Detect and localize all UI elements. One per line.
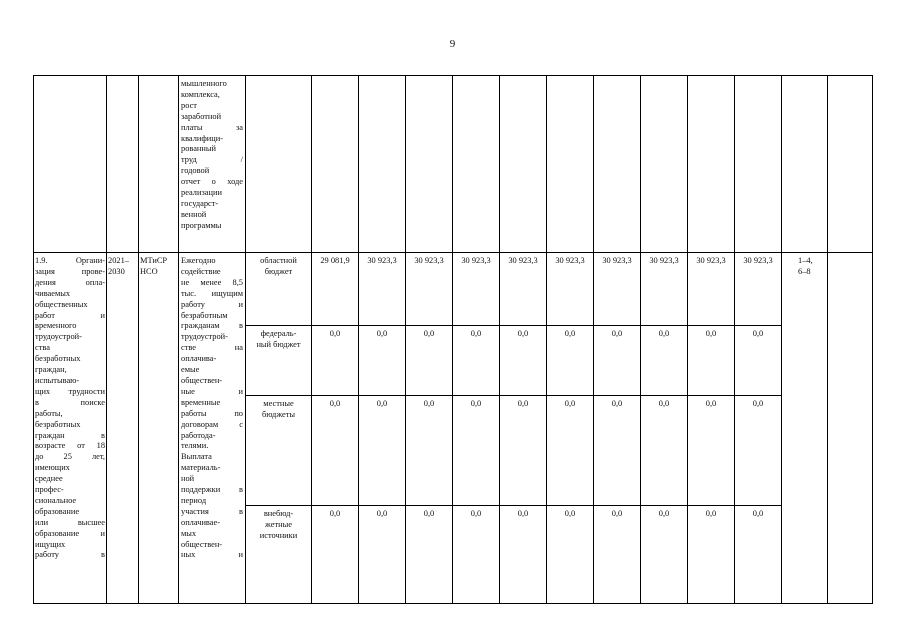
cell-line: до 25 лет, (35, 452, 105, 462)
cell-line: среднее (35, 474, 63, 484)
cell-line: местные (263, 399, 294, 408)
cell-line: работу в (35, 550, 105, 560)
value-cell: 0,0 (329, 399, 341, 408)
cell-line: граждан, (35, 365, 67, 375)
value-cell: 30 923,3 (743, 256, 773, 265)
value-cell: 0,0 (470, 399, 482, 408)
cell-line: мых (181, 528, 197, 538)
value-cell: 0,0 (423, 509, 435, 518)
cell-line: тыс. ищущим (181, 288, 243, 298)
cell-line: реализации (181, 188, 222, 198)
value-cell: 0,0 (658, 399, 670, 408)
source-label-federal (246, 329, 311, 351)
value-cell: 0,0 (705, 399, 717, 408)
cell-line: НСО (140, 266, 158, 276)
cell-line: чиваемых (35, 288, 71, 298)
cell-line: имеющих (35, 463, 70, 473)
value-cell: 0,0 (517, 329, 529, 338)
cell-line: источники (259, 530, 298, 540)
cell-line: телями. (181, 441, 209, 451)
value-cell: 29 081,9 (320, 256, 350, 265)
cell-line: емые (181, 365, 200, 375)
cell-line: работ и (35, 310, 105, 320)
cell-line: Ежегодно (181, 256, 216, 265)
cell-line: образование и (35, 528, 105, 538)
cell-line: стве на (181, 343, 243, 353)
period-cell (108, 256, 138, 278)
cell-line: бюджет (264, 266, 293, 276)
value-cell: 0,0 (376, 329, 388, 338)
cell-line: обществен- (181, 375, 223, 385)
cell-line: ный бюджет (256, 339, 301, 349)
value-cell: 0,0 (658, 329, 670, 338)
cell-line: 2030 (108, 266, 125, 276)
cell-line: мышленного (181, 79, 227, 88)
value-cell: 0,0 (752, 399, 764, 408)
cell-line: отчет о ходе (181, 177, 243, 187)
cell-line: участия в (181, 506, 243, 516)
executor-cell (140, 256, 178, 278)
value-cell: 0,0 (752, 509, 764, 518)
value-cell: 0,0 (423, 329, 435, 338)
value-cell: 0,0 (423, 399, 435, 408)
value-cell: 0,0 (564, 399, 576, 408)
cell-line: трудоустрой- (181, 332, 228, 342)
cell-line: 2021– (108, 256, 129, 265)
cell-line: федераль- (260, 329, 297, 338)
value-cell: 0,0 (611, 509, 623, 518)
cell-line: договорам с (181, 419, 243, 429)
cell-line: ной (181, 474, 195, 484)
value-cell: 0,0 (752, 329, 764, 338)
cell-line: или высшее (35, 517, 105, 527)
cell-line: квалифици- (181, 133, 224, 143)
cell-line: венной (181, 209, 207, 219)
cell-line: ищущих (35, 539, 66, 549)
expected-result-cell (181, 256, 243, 561)
cell-line: работы, (35, 408, 63, 418)
cell-line: бюджеты (261, 409, 296, 419)
cell-line: 1.9. Органи- (35, 256, 105, 265)
cell-line: щих трудности (35, 386, 105, 396)
cell-line: работода- (181, 430, 216, 440)
cell-line: материаль- (181, 463, 221, 473)
cell-line: временного (35, 321, 77, 331)
cell-line: ных и (181, 550, 243, 560)
source-label-regional (246, 256, 311, 278)
cell-line: годовой (181, 166, 210, 176)
cell-line: безработных (35, 354, 81, 364)
cell-line: платы за (181, 122, 243, 132)
value-cell: 30 923,3 (555, 256, 585, 265)
value-cell: 0,0 (329, 329, 341, 338)
cell-line: областной (260, 256, 297, 265)
value-cell: 30 923,3 (649, 256, 679, 265)
cell-line: оплачива- (181, 354, 217, 364)
cell-line: граждан в (35, 430, 105, 440)
cell-line: зация прове- (35, 266, 105, 276)
value-cell: 0,0 (705, 329, 717, 338)
value-cell: 0,0 (611, 329, 623, 338)
cell-line: испытываю- (35, 375, 80, 385)
cell-line: содействие (181, 266, 221, 276)
value-cell: 0,0 (705, 509, 717, 518)
value-cell: 0,0 (376, 509, 388, 518)
value-cell: 30 923,3 (508, 256, 538, 265)
cell-line: ные и (181, 386, 243, 396)
source-label-extrabudgetary (246, 509, 311, 542)
value-cell: 0,0 (564, 509, 576, 518)
cell-line: период (181, 495, 207, 505)
value-cell: 0,0 (517, 399, 529, 408)
cell-line: общественных (35, 299, 88, 309)
cell-line: поддержки в (181, 485, 243, 495)
value-cell: 0,0 (470, 509, 482, 518)
value-cell: 30 923,3 (414, 256, 444, 265)
cell-line: рованный (181, 144, 217, 154)
cell-line: гражданам в (181, 321, 243, 331)
cell-line: программы (181, 220, 222, 230)
value-cell: 0,0 (517, 509, 529, 518)
cell-line: 6–8 (798, 266, 811, 276)
cell-line: сиональное (35, 495, 77, 505)
continued-result-cell (181, 79, 243, 232)
cell-line: обществен- (181, 539, 223, 549)
cell-line: профес- (35, 485, 64, 495)
value-cell: 0,0 (470, 329, 482, 338)
value-cell: 30 923,3 (602, 256, 632, 265)
cell-line: комплекса, (181, 89, 220, 99)
cell-line: дения опла- (35, 277, 105, 287)
page-number: 9 (449, 38, 456, 50)
cell-line: в поиске (35, 397, 105, 407)
cell-line: оплачивае- (181, 517, 220, 527)
cell-line: МТиСР (140, 256, 168, 265)
cell-line: труд / (181, 155, 243, 165)
cell-line: государст- (181, 198, 219, 208)
value-cell: 30 923,3 (367, 256, 397, 265)
cell-line: заработной (181, 111, 222, 121)
value-cell: 30 923,3 (696, 256, 726, 265)
cell-line: трудоустрой- (35, 332, 82, 342)
cell-line: безработным (181, 310, 228, 320)
cell-line: внебюд- (263, 509, 294, 518)
cell-line: работу и (181, 299, 243, 309)
value-cell: 30 923,3 (461, 256, 491, 265)
value-cell: 0,0 (611, 399, 623, 408)
cell-line: безработных (35, 419, 81, 429)
value-cell: 0,0 (329, 509, 341, 518)
cell-line: Выплата (181, 452, 212, 462)
source-label-local (246, 399, 311, 421)
cell-line: ства (35, 343, 50, 353)
cell-line: образование (35, 506, 80, 516)
cell-line: 1–4, (798, 256, 813, 265)
cell-line: работы по (181, 408, 243, 418)
measure-name-cell (35, 256, 105, 561)
cell-line: жетные (265, 519, 292, 529)
value-cell: 0,0 (564, 329, 576, 338)
value-cell: 0,0 (658, 509, 670, 518)
cell-line: возрасте от 18 (35, 441, 105, 451)
cell-line: временные (181, 397, 221, 407)
cell-line: рост (181, 100, 197, 110)
value-cell: 0,0 (376, 399, 388, 408)
cell-line: не менее 8,5 (181, 277, 243, 287)
task-numbers-cell (798, 256, 826, 278)
